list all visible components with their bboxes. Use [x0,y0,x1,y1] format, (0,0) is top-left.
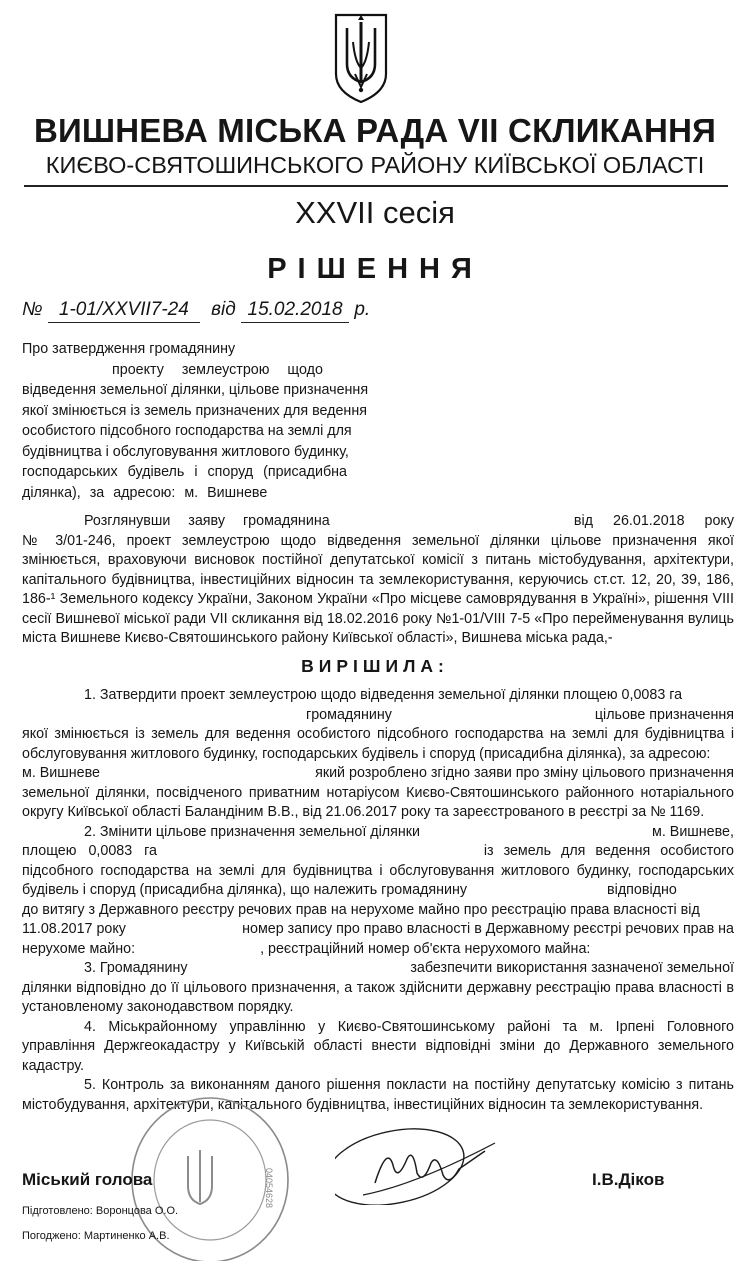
item-2-property: нерухоме майно: [22,940,136,957]
item-5-text: 5. Контроль за виконанням даного рішення покласти на постійну депутатську комісію з питань містобудування, архітектури, капітального будівництва, інвестиційних відносин та землекористування. [22,1077,734,1113]
council-title: ВИШНЕВА МІСЬКА РАДА VII СКЛИКАННЯ [33,112,717,149]
year-suffix: р. [354,299,371,320]
item-1-text: якої змінюється із земель для ведення особистого підсобного господарства на землі для будівництва і обслуговування житлового будинку, господарських будівель і споруд (присадибна ділянка), за адресою: [22,726,734,762]
item-1-line: 1. Затвердити проект землеустрою щодо відведення земельної ділянки площею 0,0083 га [84,687,683,703]
subject-line: ділянка), за адресою: м. Вишневе [22,484,268,501]
number-label: № [22,299,43,320]
decision-number: 1-01/XXVII7-24 [48,298,200,323]
handwritten-signature-icon [335,1125,515,1205]
subject-line: будівництва і обслуговування житлового будинку, [22,443,349,460]
decision-date: 15.02.2018 [241,298,349,323]
stamp-code: 04054628 [264,1168,274,1209]
item-2-reg-date: 11.08.2017 року [22,921,126,937]
preamble-lead: Розглянувши заяву громадянина [84,513,330,529]
item-2-extract: до витягу з Державного реєстру речових прав на нерухоме майно про реєстрацію права власності від [22,901,700,918]
agreed-by: Погоджено: Мартиненко А.В. [22,1230,170,1242]
item-2-accordingly: відповідно [607,882,677,898]
session-title: XXVII сесія [295,195,455,230]
coat-of-arms-icon [333,12,389,104]
item-2-from-lands: із земель для ведення особистого [483,843,734,859]
preamble [22,512,734,649]
item-2-area: площею 0,0083 га [22,843,157,859]
item-1-citizen-label: громадянину [306,706,392,723]
item-2-city: м. Вишневе, [652,823,734,840]
item-2-object-number: , реєстраційний номер об'єкта нерухомого майна: [260,940,591,957]
decision-items [22,686,734,1115]
from-label: від [211,299,236,320]
subject-line: господарських будівель і споруд (присадибна [22,464,347,480]
item-1-purpose: цільове призначення [594,706,734,723]
prepared-by: Підготовлено: Воронцова О.О. [22,1205,179,1217]
subject-line: якої змінюється із земель призначених для ведення [22,402,367,419]
item-2-record: номер запису про право власності в Державному реєстрі речових прав на [242,921,734,937]
item-3-lead: 3. Громадянину [84,960,188,976]
item-1-notary: земельної ділянки, посвідченого приватним нотаріусом Києво-Святошинського районного нотаріального округу Київської області Баландіним В.В., від 21.06.2017 року та зареєстрованого в реєстрі за № 1169. [22,784,734,820]
mayor-name: І.В.Діков [592,1170,665,1189]
item-2-purpose [22,862,734,901]
item-1-developed: який розроблено згідно заяви про зміну цільового призначення [315,765,734,781]
subject-line: Про затвердження громадянину [22,341,236,357]
preamble-text: № 3/01-246, проект землеустрою щодо відведення земельної ділянки цільове призначення якої змінюється, враховуючи висновок постійної депутатської комісії з питань містобудування, архітектури, капітального будівництва, інвестиційних відносин та землекористування, керуючись ст.ст. 12, 20, 39, 186, 186-¹ Земельного кодексу України, Законом України «Про місцеве самоврядування в Україні», рішення VIII сесії Вишневої міської ради VII скликання від 18.02.2016 року №1-01/VIII 7-5 «Про перейменування вулиць міста Вишневе Києво-Святошинського району Київської області», Вишнева міська рада,- [22,532,734,646]
subject-line: відведення земельної ділянки, цільове призначення [22,382,369,398]
decision-number-line [22,298,370,323]
subject-line: проекту землеустрою щодо [112,361,323,378]
header-divider [24,185,728,187]
decision-subject [22,339,369,503]
district-subtitle: КИЄВО-СВЯТОШИНСЬКОГО РАЙОНУ КИЇВСЬКОЇ ОБЛАСТІ [45,152,705,178]
item-2-lead: 2. Змінити цільове призначення земельної ділянки [84,823,421,840]
application-date: від 26.01.2018 року [573,513,734,529]
resolved-heading: ВИРІШИЛА: [301,656,449,676]
item-3-ensure: забезпечити використання зазначеної земельної [410,960,734,976]
item-4-text: 4. Міськрайонному управлінню у Києво-Святошинському районі та м. Ірпені Головного управління Держгеокадастру у Київській області внести відповідні зміни до Державного земельного кадастру. [22,1018,734,1074]
subject-line: особистого підсобного господарства на землі для [22,423,352,439]
mayor-title: Міський голова [22,1170,153,1189]
item-3-text: ділянки відповідно до її цільового призначення, а також здійснити державну реєстрацію права власності в установленому законодавством порядку. [22,979,734,1015]
item-1-city: м. Вишневе [22,765,100,781]
item-2-purpose-text: підсобного господарства на землі для будівництва і обслуговування житлового будинку, господарських будівель і споруд (присадибна ділянка), що належить громадянину [22,862,734,898]
document-type: РІШЕННЯ [267,253,483,285]
